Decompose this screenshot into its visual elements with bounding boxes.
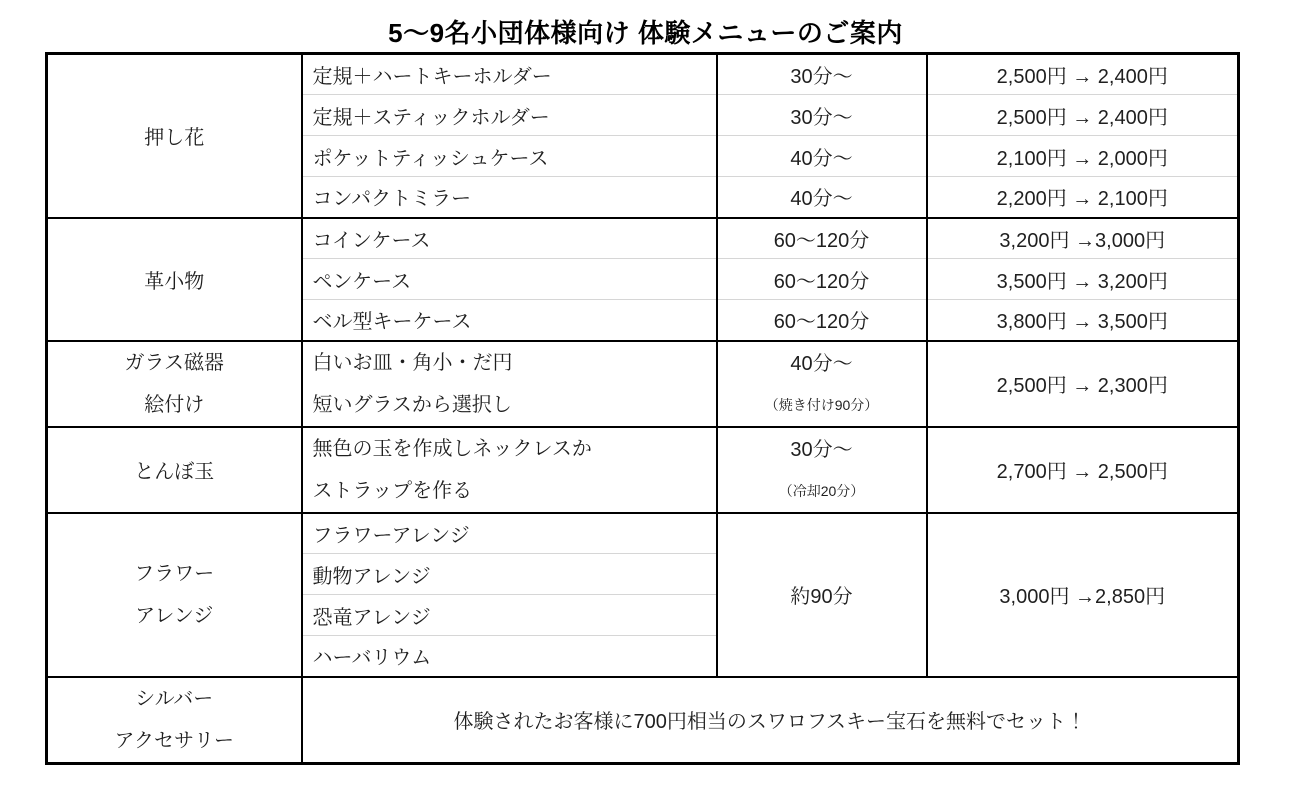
category-line: ガラス磁器 [124,351,224,374]
item-line: ストラップを作る [312,479,473,502]
price-cell: 3,200円 →3,000円 [927,218,1239,259]
item-cell: コインケース [302,218,717,259]
item-cell: ハーバリウム [302,636,717,677]
category-cell: 押し花 [47,54,302,218]
page-title: 5～9名小団体様向け 体験メニューのご案内 [388,18,903,48]
price-cell: 3,800円 → 3,500円 [927,300,1239,341]
category-cell [47,341,302,427]
item-cell: ベル型キーケース [302,300,717,341]
time-cell [717,341,927,427]
item-line: 無色の玉を作成しネックレスか [312,437,592,460]
time-cell [717,427,927,513]
time-cell: 40分～ [717,136,927,177]
price-cell: 3,000円 →2,850円 [927,513,1239,677]
menu-row [47,513,1239,554]
menu-row [47,218,1239,259]
category-cell [47,677,302,764]
category-line: 絵付け [144,393,205,416]
item-line: 短いグラスから選択し [312,393,512,416]
item-cell: 定規＋スティックホルダー [302,95,717,136]
time-cell: 60～120分 [717,300,927,341]
category-line: シルバー [135,687,214,710]
item-cell: 定規＋ハートキーホルダー [302,54,717,95]
category-line: フラワー [134,562,215,585]
price-cell: 2,200円 → 2,100円 [927,177,1239,218]
time-cell: 60～120分 [717,218,927,259]
item-cell: 恐竜アレンジ [302,595,717,636]
note-cell: 体験されたお客様に700円相当のスワロフスキー宝石を無料でセット！ [302,677,1239,764]
menu-table-body [47,54,1239,764]
price-cell: 2,500円 → 2,300円 [927,341,1239,427]
time-cell: 40分～ [717,177,927,218]
menu-row [47,427,1239,513]
item-cell: ポケットティッシュケース [302,136,717,177]
price-cell: 2,100円 → 2,000円 [927,136,1239,177]
time-note: （冷却20分） [778,482,865,499]
category-cell: 革小物 [47,218,302,341]
time-note: （焼き付け90分） [764,396,879,413]
item-cell [302,427,717,513]
time-main: 30分～ [790,438,853,461]
time-cell: 30分～ [717,54,927,95]
time-cell: 30分～ [717,95,927,136]
item-cell: ペンケース [302,259,717,300]
item-cell: コンパクトミラー [302,177,717,218]
category-line: アクセサリー [114,729,234,752]
category-line: アレンジ [135,604,214,627]
menu-row [47,677,1239,764]
time-main: 40分～ [790,352,853,375]
category-cell: とんぼ玉 [47,427,302,513]
menu-table [45,52,1240,765]
item-cell: フラワーアレンジ [302,513,717,554]
item-cell: 動物アレンジ [302,554,717,595]
item-cell [302,341,717,427]
category-cell [47,513,302,677]
price-cell: 2,700円 → 2,500円 [927,427,1239,513]
menu-row [47,341,1239,427]
time-cell: 約90分 [717,513,927,677]
item-line: 白いお皿・角小・だ円 [312,351,513,374]
price-cell: 2,500円 → 2,400円 [927,54,1239,95]
menu-row [47,54,1239,95]
price-cell: 2,500円 → 2,400円 [927,95,1239,136]
time-cell: 60～120分 [717,259,927,300]
price-cell: 3,500円 → 3,200円 [927,259,1239,300]
